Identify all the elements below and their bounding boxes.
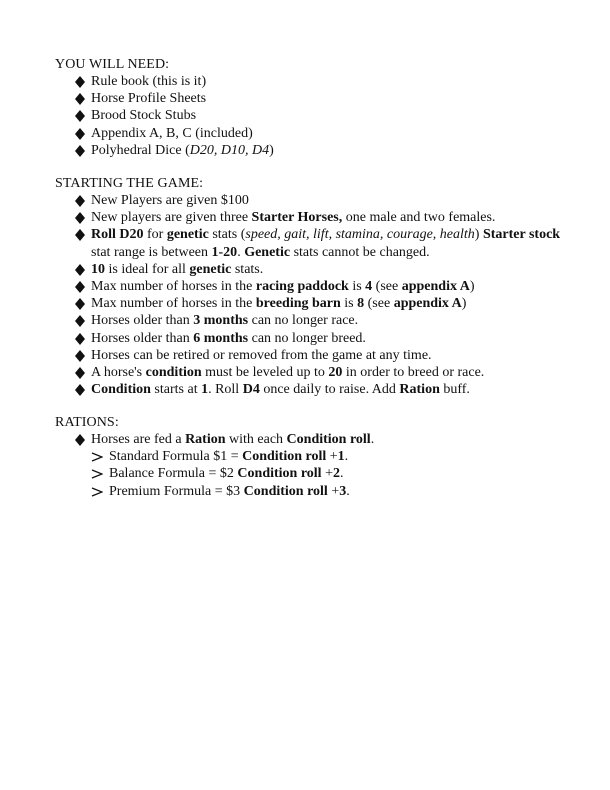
text-run: Rule book (this is it) bbox=[91, 74, 207, 89]
text-run: Roll D20 bbox=[91, 227, 144, 243]
text-run: appendix A bbox=[401, 279, 470, 295]
text-run: 1 bbox=[201, 382, 209, 398]
section-heading: RATIONS: bbox=[55, 415, 119, 430]
bullet-list bbox=[55, 431, 575, 448]
diamond-bullet-icon bbox=[75, 315, 85, 327]
text-run: ) bbox=[474, 227, 483, 243]
text-run: stats cannot be changed. bbox=[290, 244, 430, 260]
text-run: genetic bbox=[166, 227, 209, 243]
text-run: is bbox=[340, 296, 358, 312]
sub-list-item bbox=[55, 448, 575, 465]
diamond-bullet-icon bbox=[75, 367, 85, 379]
diamond-bullet-icon bbox=[75, 195, 85, 207]
text-run: . bbox=[237, 244, 245, 260]
sub-bullet-list bbox=[55, 448, 575, 500]
text-run: genetic bbox=[189, 261, 232, 277]
text-run: for bbox=[143, 227, 167, 243]
text-run: 3 months bbox=[193, 313, 249, 329]
text-run: Condition roll bbox=[237, 466, 322, 482]
text-run: 1 bbox=[337, 449, 345, 465]
text-run: Horses older than bbox=[91, 313, 194, 329]
diamond-bullet-icon bbox=[75, 128, 85, 140]
text-run: Horse Profile Sheets bbox=[91, 91, 207, 107]
text-run: buff. bbox=[439, 382, 470, 398]
text-run: breeding barn bbox=[255, 296, 341, 312]
text-run: Ration bbox=[399, 382, 440, 398]
text-run: . bbox=[344, 449, 349, 465]
text-run: one male and two females. bbox=[342, 210, 496, 226]
text-run: once daily to raise. Add bbox=[259, 382, 400, 398]
section-heading: STARTING THE GAME: bbox=[55, 176, 204, 191]
list-item bbox=[55, 364, 575, 381]
arrowhead-bullet-icon bbox=[91, 452, 103, 462]
text-run: 2 bbox=[332, 466, 340, 482]
sub-list-item bbox=[55, 483, 575, 500]
list-item bbox=[55, 192, 575, 209]
text-run: . bbox=[339, 466, 344, 482]
diamond-bullet-icon bbox=[75, 384, 85, 396]
diamond-bullet-icon bbox=[75, 145, 85, 157]
text-run: (see bbox=[372, 279, 402, 295]
list-item bbox=[55, 107, 575, 124]
bullet-list bbox=[55, 192, 575, 398]
text-run: Genetic bbox=[244, 244, 291, 260]
text-run: 1-20 bbox=[211, 244, 238, 260]
list-item bbox=[55, 90, 575, 107]
diamond-bullet-icon bbox=[75, 350, 85, 362]
text-run: Standard Formula $1 = bbox=[109, 449, 243, 465]
text-run: Condition bbox=[91, 382, 151, 398]
text-run: Horses older than bbox=[91, 330, 194, 346]
text-run: racing paddock bbox=[255, 279, 349, 295]
text-run: 8 bbox=[357, 296, 365, 312]
diamond-bullet-icon bbox=[75, 434, 85, 446]
text-run: + bbox=[327, 483, 340, 499]
list-item bbox=[55, 226, 575, 260]
diamond-bullet-icon bbox=[75, 229, 85, 241]
arrowhead-bullet-icon bbox=[91, 469, 103, 479]
section-rations bbox=[55, 414, 575, 500]
text-run: 10 bbox=[91, 261, 105, 277]
list-item bbox=[55, 381, 575, 398]
text-run: can no longer race. bbox=[248, 313, 359, 329]
text-run: Horses are fed a bbox=[91, 432, 186, 447]
list-item bbox=[55, 142, 575, 159]
text-run: stat range is between bbox=[91, 244, 212, 260]
diamond-bullet-icon bbox=[75, 298, 85, 310]
section-heading: YOU WILL NEED: bbox=[55, 57, 170, 72]
section-you-will-need bbox=[55, 56, 575, 159]
list-item bbox=[55, 312, 575, 329]
text-run: 3 bbox=[339, 483, 347, 499]
text-run: Ration bbox=[185, 432, 226, 447]
text-run: stats ( bbox=[208, 227, 246, 243]
text-run: D20, D10, D4 bbox=[189, 142, 270, 158]
text-run: ) bbox=[269, 142, 274, 158]
diamond-bullet-icon bbox=[75, 264, 85, 276]
text-run: Starter Horses, bbox=[251, 210, 343, 226]
text-run: must be leveled up to bbox=[201, 365, 329, 381]
text-run: D4 bbox=[242, 382, 260, 398]
list-item bbox=[55, 261, 575, 278]
text-run: ) bbox=[461, 296, 467, 312]
text-run: Brood Stock Stubs bbox=[91, 108, 197, 124]
text-run: Max number of horses in the bbox=[91, 279, 256, 295]
text-run: (see bbox=[364, 296, 394, 312]
text-run: . bbox=[346, 483, 350, 499]
text-run: Horses can be retired or removed from the game at any time. bbox=[91, 347, 432, 363]
text-run: ) bbox=[469, 279, 475, 295]
diamond-bullet-icon bbox=[75, 93, 85, 105]
list-item bbox=[55, 125, 575, 142]
text-run: + bbox=[326, 449, 338, 465]
list-item bbox=[55, 278, 575, 295]
text-run: New Players are given $100 bbox=[91, 193, 249, 208]
text-run: 4 bbox=[365, 279, 373, 295]
diamond-bullet-icon bbox=[75, 333, 85, 345]
text-run: in order to breed or race. bbox=[342, 365, 485, 381]
text-run: appendix A bbox=[393, 296, 462, 312]
text-run: . Roll bbox=[208, 382, 243, 398]
list-item bbox=[55, 431, 575, 448]
text-run: Condition roll bbox=[242, 449, 327, 465]
text-run: stats. bbox=[231, 261, 264, 277]
text-run: speed, gait, lift, stamina, courage, health bbox=[245, 227, 475, 243]
diamond-bullet-icon bbox=[75, 212, 85, 224]
sub-list-item bbox=[55, 465, 575, 482]
text-run: with each bbox=[225, 432, 287, 447]
text-run: 6 months bbox=[193, 330, 249, 346]
list-item bbox=[55, 295, 575, 312]
text-run: can no longer breed. bbox=[248, 330, 366, 346]
text-run: Premium Formula = $3 bbox=[109, 483, 244, 499]
text-run: Max number of horses in the bbox=[91, 296, 256, 312]
text-run: 20 bbox=[328, 365, 343, 381]
text-run: is ideal for all bbox=[105, 261, 190, 277]
text-run: Appendix A, B, C (included) bbox=[91, 125, 253, 141]
list-item bbox=[55, 73, 575, 90]
arrowhead-bullet-icon bbox=[91, 487, 103, 497]
text-run: Polyhedral Dice ( bbox=[91, 142, 190, 158]
list-item bbox=[55, 330, 575, 347]
text-run: Condition roll bbox=[286, 432, 371, 447]
diamond-bullet-icon bbox=[75, 110, 85, 122]
diamond-bullet-icon bbox=[75, 281, 85, 293]
text-run: is bbox=[348, 279, 366, 295]
text-run: A horse's bbox=[91, 365, 146, 381]
list-item bbox=[55, 209, 575, 226]
text-run: . bbox=[370, 432, 375, 447]
text-run: New players are given three bbox=[91, 210, 252, 226]
text-run: Starter stock bbox=[482, 227, 561, 243]
text-run: condition bbox=[145, 365, 202, 381]
list-item bbox=[55, 347, 575, 364]
text-run: + bbox=[321, 466, 333, 482]
text-run: starts at bbox=[150, 382, 202, 398]
bullet-list bbox=[55, 73, 575, 159]
diamond-bullet-icon bbox=[75, 76, 85, 88]
section-starting-the-game bbox=[55, 175, 575, 398]
text-run: Balance Formula = $2 bbox=[109, 466, 238, 482]
text-run: Condition roll bbox=[243, 483, 328, 499]
